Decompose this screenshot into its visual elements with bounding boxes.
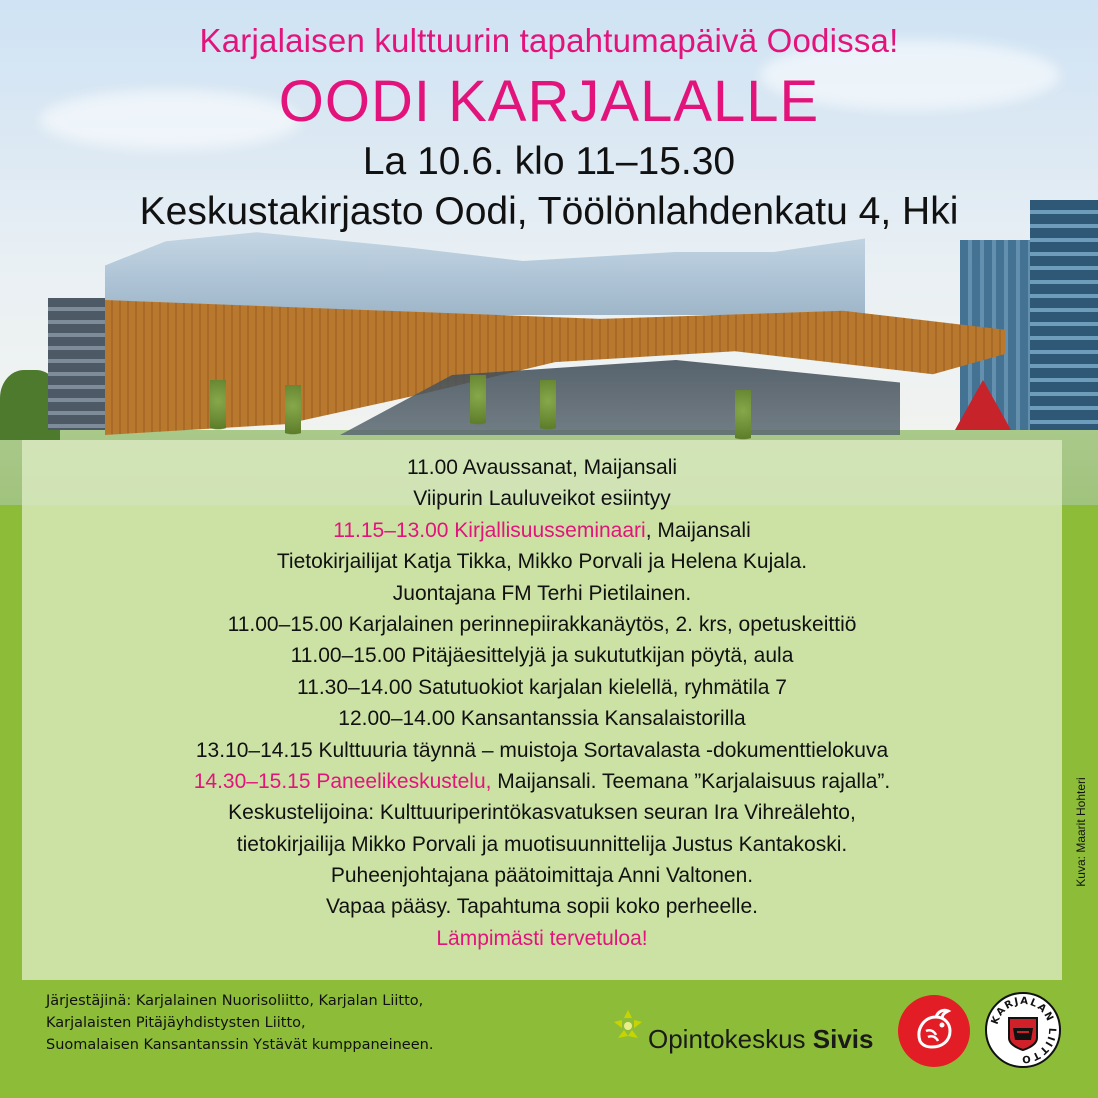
karjalainen-nuorisoliitto-logo — [898, 995, 970, 1067]
organizers-line: Karjalaisten Pitäjäyhdistysten Liitto, — [46, 1015, 306, 1031]
program-line — [22, 515, 1062, 546]
program-line: Tietokirjailijat Katja Tikka, Mikko Porvali ja Helena Kujala. — [276, 550, 808, 574]
svg-text:KARJALAN LIITTO: KARJALAN LIITTO — [989, 995, 1058, 1065]
program-line-text: , Maijansali — [645, 518, 751, 542]
tree — [285, 385, 301, 445]
page-title: OODI KARJALALLE — [278, 69, 820, 134]
flower-icon — [610, 1006, 646, 1046]
tree — [540, 380, 556, 440]
program-line — [22, 766, 1062, 797]
organizers — [46, 990, 433, 1056]
program-line: 13.10–14.15 Kulttuuria täynnä – muistoja Sortavalasta -dokumenttielokuva — [195, 738, 889, 762]
program-line: tietokirjailija Mikko Porvali ja muotisuunnittelija Justus Kantakoski. — [236, 832, 848, 856]
office-building-left — [48, 298, 106, 430]
organizers-line: Suomalaisen Kansantanssin Ystävät kumppaneineen. — [46, 1037, 434, 1053]
karjalan-liitto-logo — [985, 992, 1061, 1068]
organizers-line: Järjestäjinä: Karjalainen Nuorisoliitto, Karjalan Liitto, — [46, 993, 424, 1009]
tree — [210, 380, 226, 440]
sivis-logo — [610, 1002, 880, 1062]
program-line: 11.00–15.00 Pitäjäesittelyjä ja sukututkijan pöytä, aula — [290, 644, 794, 668]
photo-credit — [1072, 762, 1090, 902]
bird-emblem-icon — [898, 995, 970, 1067]
sivis-wordmark: Opintokeskus Sivis — [648, 1024, 874, 1054]
photo-credit-text: Kuva: Maarit Hohteri — [1074, 777, 1088, 887]
tree — [470, 375, 486, 435]
program-line: Viipurin Lauluveikot esiintyy — [413, 487, 671, 511]
karjalan-liitto-emblem — [987, 994, 1059, 1066]
program-line: Juontajana FM Terhi Pietilainen. — [392, 581, 692, 605]
program-highlight: 14.30–15.15 Paneelikeskustelu, — [193, 769, 492, 793]
program-list — [22, 452, 1062, 954]
program-line-text: Maijansali. Teemana ”Karjalaisuus rajalla”. — [491, 769, 891, 793]
subtitle: Karjalaisen kulttuurin tapahtumapäivä Oodissa! — [199, 22, 899, 59]
event-date: La 10.6. klo 11–15.30 — [362, 140, 736, 183]
program-line: 11.00–15.00 Karjalainen perinnepiirakkanäytös, 2. krs, opetuskeittiö — [227, 612, 857, 636]
program-line: Vapaa pääsy. Tapahtuma sopii koko perheelle. — [326, 895, 758, 919]
program-line: 12.00–14.00 Kansantanssia Kansalaistorilla — [338, 707, 746, 731]
program-highlight: 11.15–13.00 Kirjallisuusseminaari — [333, 518, 646, 542]
program-box — [22, 440, 1062, 980]
welcome-line: Lämpimästi tervetuloa! — [436, 926, 648, 950]
program-line: 11.30–14.00 Satutuokiot karjalan kielellä, ryhmätila 7 — [297, 675, 787, 699]
office-tower-right — [1030, 200, 1098, 430]
event-location: Keskustakirjasto Oodi, Töölönlahdenkatu 4, Hki — [139, 190, 959, 233]
program-line: Keskustelijoina: Kulttuuriperintökasvatuksen seuran Ira Vihreälehto, — [228, 801, 856, 825]
program-line: 11.00 Avaussanat, Maijansali — [406, 456, 678, 479]
program-line: Puheenjohtajana päätoimittaja Anni Valtonen. — [330, 864, 754, 888]
